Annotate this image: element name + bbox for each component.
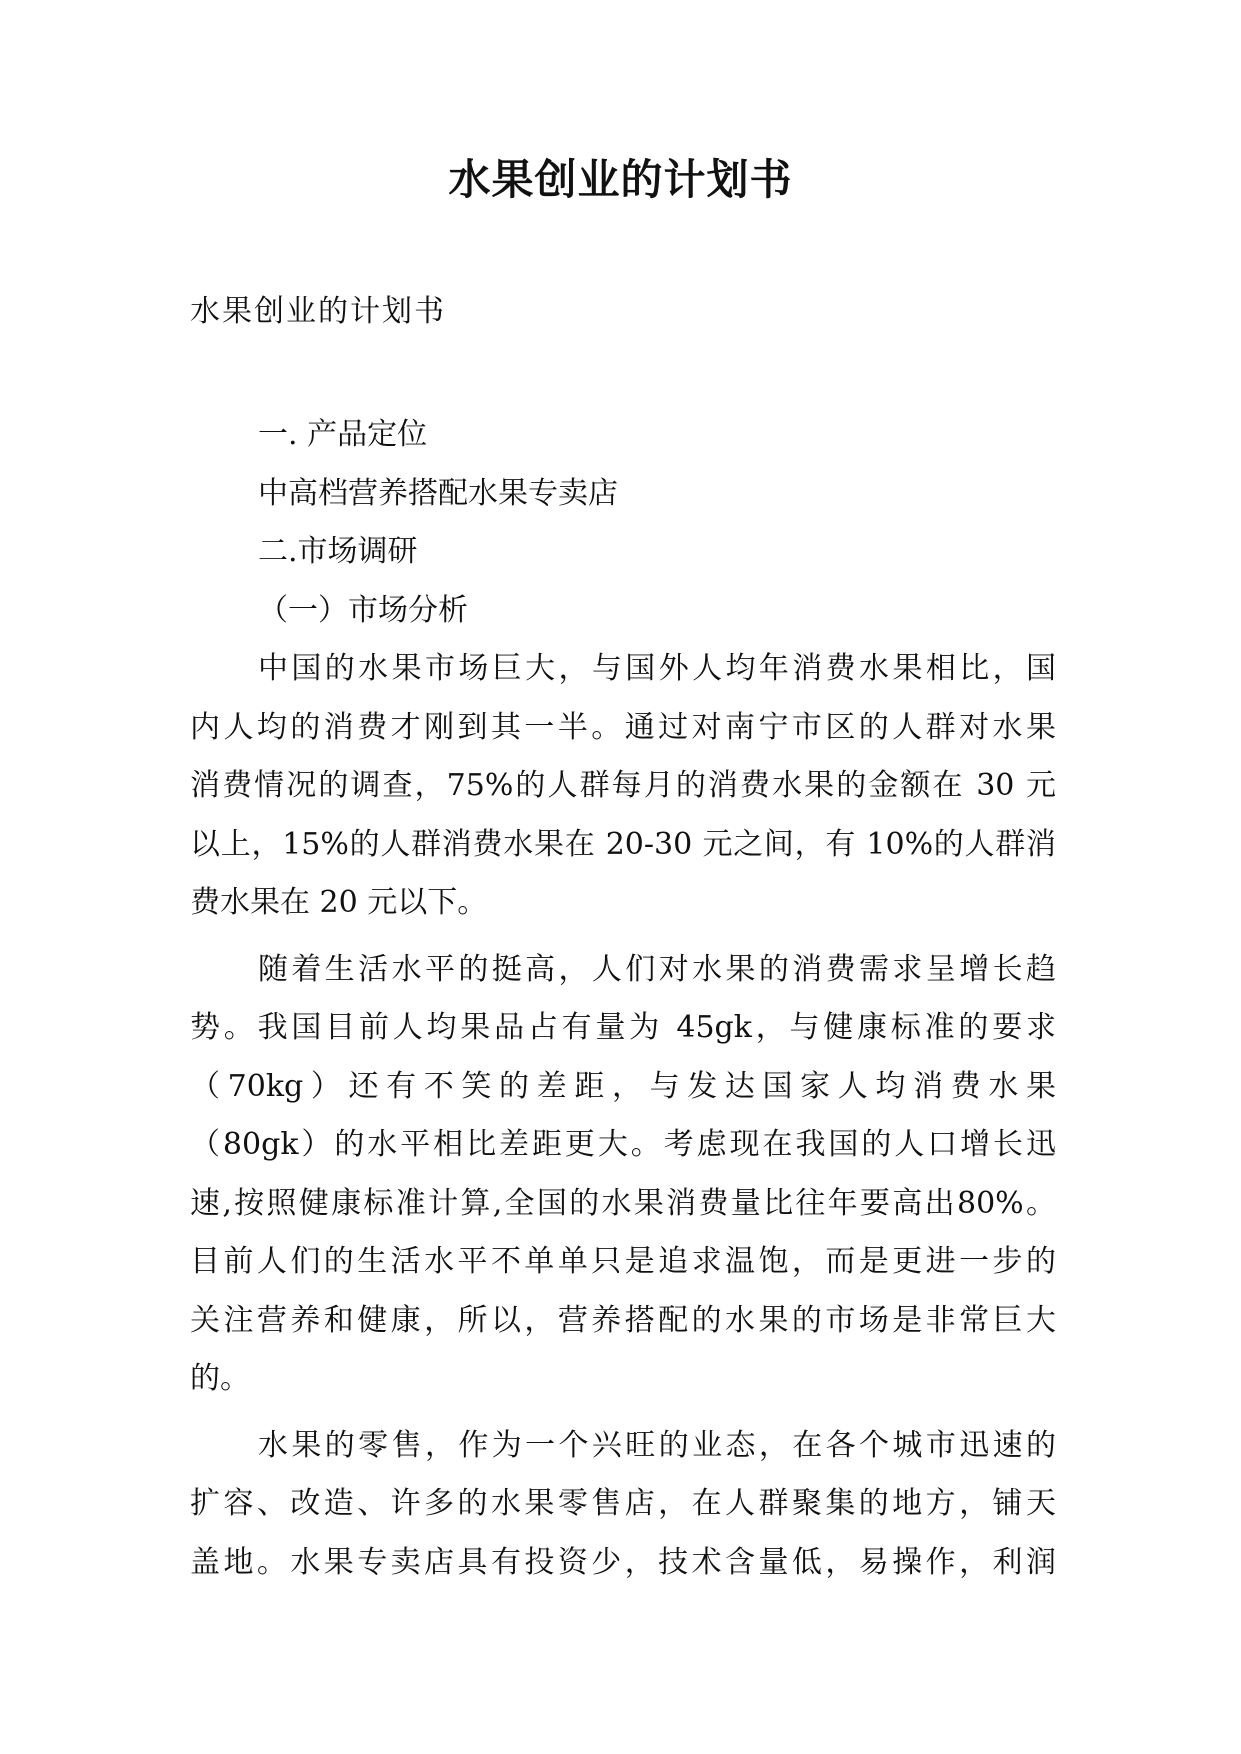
document-subtitle: 水果创业的计划书: [190, 294, 446, 329]
text-line: 盖地。水果专卖店具有投资少，技术含量低，易操作，利润: [190, 1544, 1056, 1580]
text-line: 费水果在 20 元以下。: [190, 885, 488, 920]
text-line: 内人均的消费才刚到其一半。通过对南宁市区的人群对水果: [190, 709, 1056, 745]
text-line: 中国的水果市场巨大，与国外人均年消费水果相比，国: [258, 651, 1056, 686]
text-line: （70kg）还有不笑的差距，与发达国家人均消费水果: [190, 1068, 1056, 1104]
text-line: 二.市场调研: [258, 534, 418, 569]
document-body: [190, 406, 1056, 1592]
text-line: 水果的零售，作为一个兴旺的业态，在各个城市迅速的: [258, 1427, 1056, 1463]
text-line: 消费情况的调查，75%的人群每月的消费水果的金额在 30 元: [190, 768, 1056, 803]
document-title: 水果创业的计划书: [448, 155, 793, 204]
text-line: 的。: [190, 1361, 250, 1396]
text-line: 以上，15%的人群消费水果在 20-30 元之间，有 10%的人群消: [190, 826, 1056, 862]
text-line: （一）市场分析: [258, 592, 468, 628]
text-line: 中高档营养搭配水果专卖店: [258, 475, 618, 511]
paragraph-gap: [190, 1409, 1056, 1417]
text-line: （80gk）的水平相比差距更大。考虑现在我国的人口增长迅: [190, 1127, 1056, 1162]
text-line: 随着生活水平的挺高，人们对水果的消费需求呈增长趋: [258, 951, 1056, 987]
paragraph-gap: [190, 933, 1056, 941]
text-line: 扩容、改造、许多的水果零售店，在人群聚集的地方，铺天: [190, 1486, 1056, 1521]
text-line: 速,按照健康标准计算,全国的水果消费量比往年要高出80%。: [190, 1185, 1056, 1221]
text-line: 势。我国目前人均果品占有量为 45gk，与健康标准的要求: [190, 1010, 1056, 1045]
text-line: 关注营养和健康，所以，营养搭配的水果的市场是非常巨大: [190, 1302, 1056, 1338]
text-line: 目前人们的生活水平不单单只是追求温饱，而是更进一步的: [190, 1244, 1056, 1279]
text-line: 一. 产品定位: [258, 417, 428, 452]
